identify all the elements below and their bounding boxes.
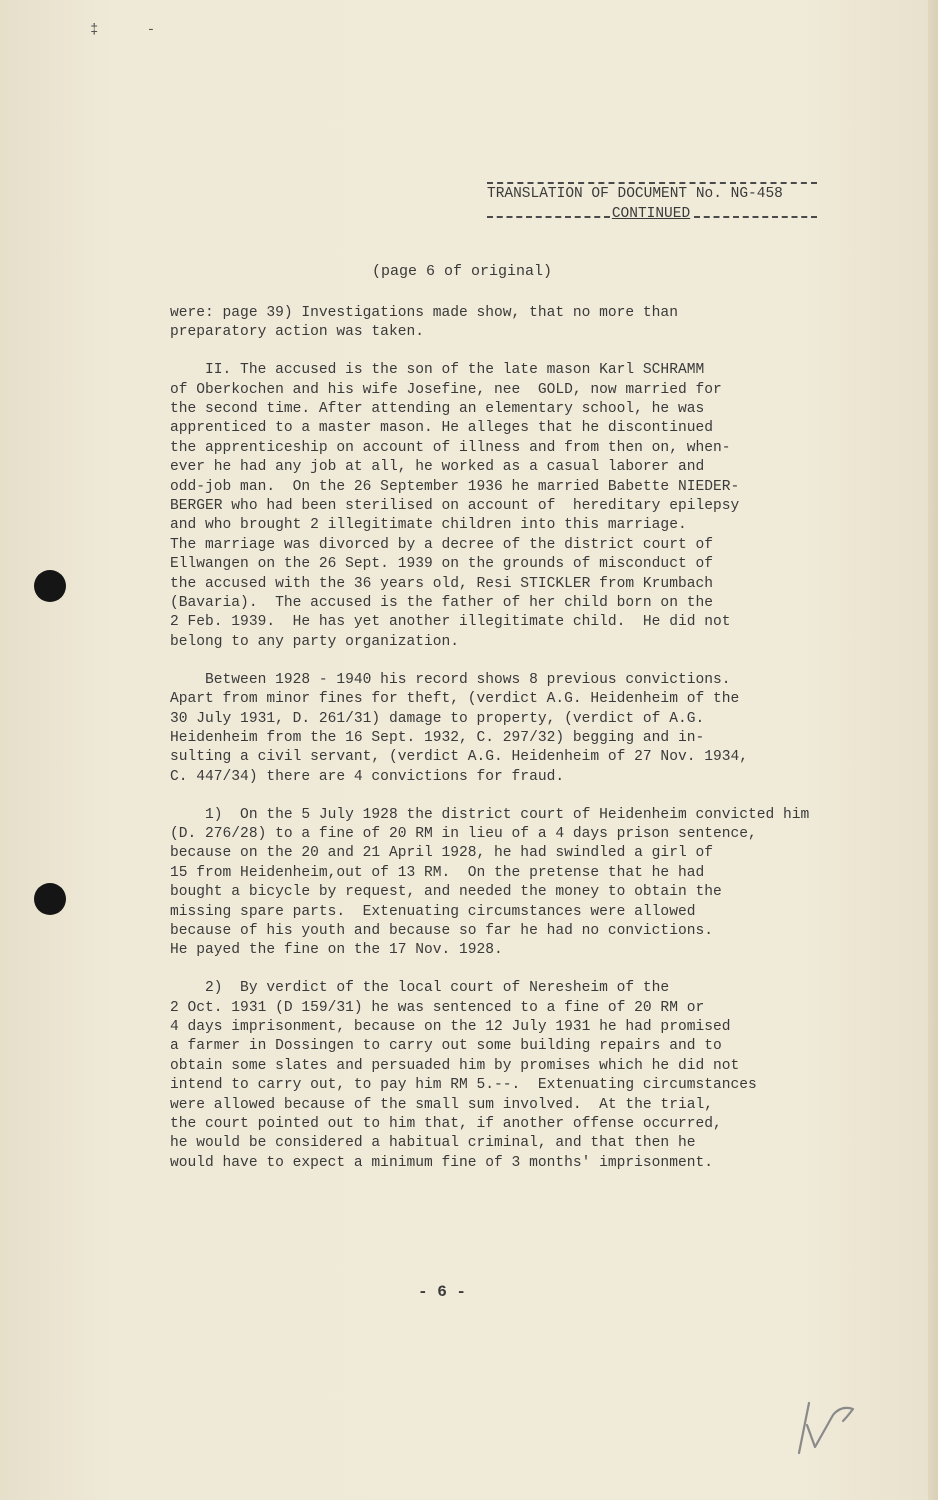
- text-line: would have to expect a minimum fine of 3 months' imprisonment.: [170, 1154, 713, 1171]
- text-line: the apprenticeship on account of illness and from then on, when-: [170, 439, 731, 456]
- continued-row: [487, 204, 817, 224]
- header-title: TRANSLATION OF DOCUMENT No. NG-458: [487, 186, 783, 202]
- text-line: missing spare parts. Extenuating circumstances were allowed: [170, 903, 696, 920]
- text-line: because of his youth and because so far he had no convictions.: [170, 922, 713, 939]
- text-line: 2) By verdict of the local court of Neresheim of the: [170, 980, 670, 997]
- text-line: and who brought 2 illegitimate children into this marriage.: [170, 517, 687, 534]
- text-line: (Bavaria). The accused is the father of her child born on the: [170, 595, 713, 612]
- text-line: 30 July 1931, D. 261/31) damage to property, (verdict of A.G.: [170, 710, 705, 727]
- text-line: sulting a civil servant, (verdict A.G. Heidenheim of 27 Nov. 1934,: [170, 749, 749, 766]
- text-line: the accused with the 36 years old, Resi STICKLER from Krumbach: [170, 575, 713, 592]
- text-line: were: page 39) Investigations made show, that no more than: [170, 305, 678, 321]
- text-line: intend to carry out, to pay him RM 5.--. Extenuating circumstances: [170, 1077, 757, 1094]
- punch-hole: [34, 570, 66, 602]
- text-line: he would be considered a habitual criminal, and that then he: [170, 1135, 696, 1152]
- text-line: (D. 276/28) to a fine of 20 RM in lieu of a 4 days prison sentence,: [170, 825, 757, 842]
- text-line: Ellwangen on the 26 Sept. 1939 on the grounds of misconduct of: [170, 556, 713, 573]
- text-line: 2 Oct. 1931 (D 159/31) he was sentenced to a fine of 20 RM or: [170, 999, 705, 1016]
- paragraph: [170, 304, 830, 343]
- continued-label: CONTINUED: [611, 206, 691, 222]
- continued-right-rule: [694, 216, 817, 218]
- text-line: C. 447/34) there are 4 convictions for fraud.: [170, 768, 565, 785]
- text-line: 1) On the 5 July 1928 the district court of Heidenheim convicted him: [170, 806, 810, 823]
- text-line: the court pointed out to him that, if another offense occurred,: [170, 1116, 722, 1132]
- paragraph: [170, 806, 830, 961]
- document-body: [170, 304, 830, 1192]
- text-line: Between 1928 - 1940 his record shows 8 previous convictions.: [170, 671, 731, 688]
- text-line: because on the 20 and 21 April 1928, he had swindled a girl of: [170, 845, 713, 862]
- paper-edge: [928, 0, 938, 1500]
- continued-left-rule: [487, 216, 610, 218]
- document-header: [487, 182, 817, 224]
- page-of-original: (page 6 of original): [372, 263, 553, 280]
- paragraph: [170, 979, 830, 1173]
- text-line: BERGER who had been sterilised on account of hereditary epilepsy: [170, 498, 740, 515]
- text-line: bought a bicycle by request, and needed the money to obtain the: [170, 884, 722, 901]
- text-line: The marriage was divorced by a decree of the district court of: [170, 536, 713, 553]
- text-line: Apart from minor fines for theft, (verdict A.G. Heidenheim of the: [170, 691, 740, 708]
- text-line: preparatory action was taken.: [170, 324, 424, 341]
- handwritten-initials: [785, 1395, 865, 1455]
- text-line: were allowed because of the small sum involved. At the trial,: [170, 1096, 713, 1113]
- text-line: 15 from Heidenheim,out of 13 RM. On the pretense that he had: [170, 864, 705, 881]
- punch-hole: [34, 883, 66, 915]
- text-line: apprenticed to a master mason. He alleges that he discontinued: [170, 420, 713, 437]
- text-line: obtain some slates and persuaded him by promises which he did not: [170, 1057, 740, 1074]
- corner-mark: ‡ -: [90, 22, 176, 38]
- text-line: the second time. After attending an elementary school, he was: [170, 401, 705, 418]
- text-line: He payed the fine on the 17 Nov. 1928.: [170, 942, 503, 959]
- text-line: 2 Feb. 1939. He has yet another illegitimate child. He did not: [170, 614, 731, 631]
- text-line: of Oberkochen and his wife Josefine, nee GOLD, now married for: [170, 381, 722, 398]
- text-line: belong to any party organization.: [170, 633, 460, 650]
- text-line: ever he had any job at all, he worked as a casual laborer and: [170, 459, 705, 476]
- text-line: a farmer in Dossingen to carry out some building repairs and to: [170, 1038, 722, 1055]
- text-line: Heidenheim from the 16 Sept. 1932, C. 297/32) begging and in-: [170, 729, 705, 746]
- page-number: - 6 -: [418, 1283, 467, 1301]
- text-line: II. The accused is the son of the late mason Karl SCHRAMM: [170, 362, 705, 379]
- text-line: odd-job man. On the 26 September 1936 he married Babette NIEDER-: [170, 478, 740, 495]
- paragraph: [170, 671, 830, 787]
- text-line: 4 days imprisonment, because on the 12 July 1931 he had promised: [170, 1018, 731, 1035]
- paragraph: [170, 361, 830, 652]
